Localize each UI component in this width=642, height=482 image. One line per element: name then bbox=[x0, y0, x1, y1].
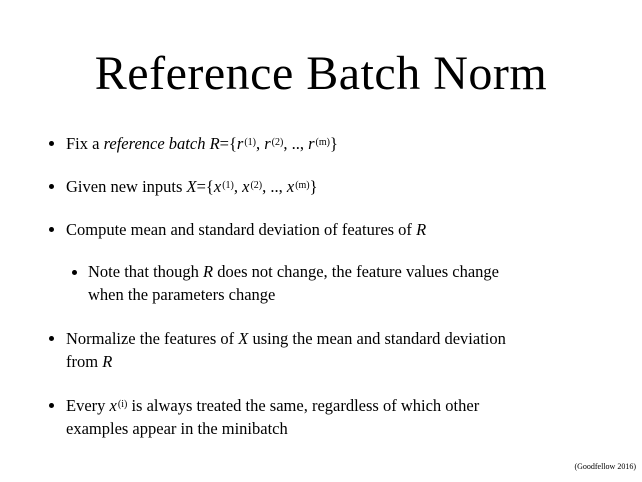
bullet-every-example: Every $x^{(i)}$ is always treated the same, regardless of which other examples appear in the minibatch bbox=[66, 396, 480, 438]
slide-title: Reference Batch Norm bbox=[94, 47, 548, 100]
bullet-dot bbox=[49, 336, 54, 341]
math-variable: X bbox=[186, 177, 197, 196]
bullet-normalize-features: Normalize the features of X using the mean and standard deviation from R bbox=[66, 329, 506, 371]
sub-bullet-note: Note that though R does not change, the feature values change when the parameters change bbox=[88, 262, 499, 304]
math-variable: R bbox=[203, 262, 214, 281]
bullet-dot bbox=[49, 227, 54, 232]
bullet-compute-mean: Compute mean and standard deviation of features of R bbox=[66, 220, 427, 239]
citation: (Goodfellow 2016) bbox=[574, 462, 636, 471]
math-variable: R bbox=[416, 220, 427, 239]
math-variable: x bbox=[109, 396, 117, 415]
math-variable: R bbox=[209, 134, 220, 153]
bullet-dot bbox=[49, 141, 54, 146]
sub-bullet-dot bbox=[72, 270, 77, 275]
math-variable: R bbox=[102, 352, 113, 371]
bullet-dot bbox=[49, 184, 54, 189]
bullet-fix-reference-batch: Fix a reference batch $R=\{r^{(1)}$, $r^{(2)}$, .., $r^{(m)}$} bbox=[66, 134, 338, 153]
bullet-given-new-inputs: Given new inputs $X=\{x^{(1)}$, $x^{(2)}$, .., $x^{(m)}$} bbox=[66, 177, 318, 196]
math-variable: X bbox=[238, 329, 249, 348]
emphasis-text: reference batch bbox=[103, 134, 206, 153]
bullet-dot bbox=[49, 403, 54, 408]
